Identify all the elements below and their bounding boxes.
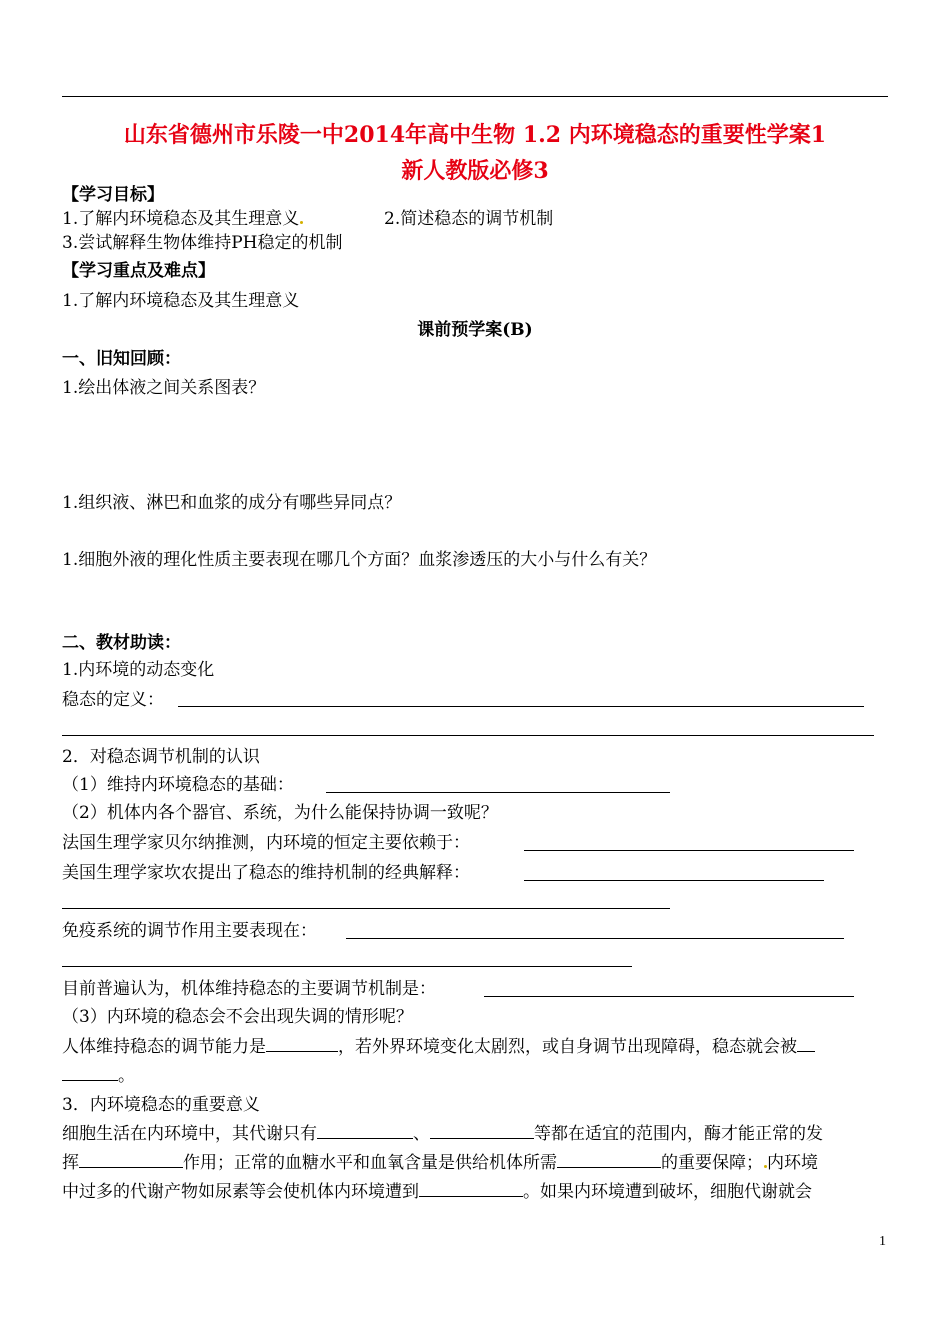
answer-line [524,850,854,851]
page-number: 1 [879,1234,886,1249]
fill-blank [419,1180,523,1197]
fill-blank [430,1122,534,1139]
mark-dot [300,221,303,224]
part1-header: 一、旧知回顾： [62,349,181,369]
section-title: 课前预学案(B) [417,320,533,340]
section-2-item-1: （1）维持内环境稳态的基础： [62,775,294,795]
section-2-item-3: （3）内环境的稳态会不会出现失调的情形呢？ [62,1007,413,1027]
fill-blank [797,1035,815,1052]
section-3-heading: 3．内环境稳态的重要意义 [62,1095,260,1115]
answer-line [484,996,854,997]
key-header: 【学习重点及难点】 [62,261,215,281]
answer-line [178,706,864,707]
question-1: 1.绘出体液之间关系图表？ [62,378,266,398]
goals-header: 【学习目标】 [62,185,164,205]
stability-definition-label: 稳态的定义： [62,690,164,710]
answer-line [62,966,632,967]
regulation-capacity-text-end: 。 [62,1064,135,1087]
immune-regulation: 免疫系统的调节作用主要表现在： [62,921,317,941]
fill-blank [266,1035,338,1052]
doc-title-line1: 山东省德州市乐陵一中2014年高中生物 1.2 内环境稳态的重要性学案1 [123,122,827,148]
key-point-1: 1.了解内环境稳态及其生理意义 [62,291,300,311]
fill-blank [557,1151,661,1168]
part2-header: 二、教材助读： [62,633,181,653]
header-rule [62,96,888,97]
goal-3: 3.尝试解释生物体维持PH稳定的机制 [62,233,343,253]
significance-line-3: 中过多的代谢产物如尿素等会使机体内环境遭到 。如果内环境遭到破坏，细胞代谢就会 [62,1182,812,1202]
significance-line-1: 细胞生活在内环境中，其代谢只有 、 等都在适宜的范围内，酶才能正常的发 [62,1124,823,1144]
answer-line [62,735,874,736]
section-2-heading: 2．对稳态调节机制的认识 [62,747,260,767]
answer-line [346,938,844,939]
bernard-hypothesis: 法国生理学家贝尔纳推测，内环境的恒定主要依赖于： [62,833,470,853]
regulation-capacity-text: 人体维持稳态的调节能力是 ，若外界环境变化太剧烈，或自身调节出现障碍，稳态就会被 [62,1035,815,1058]
answer-line [326,792,670,793]
fill-blank [79,1151,183,1168]
answer-line [524,880,824,881]
goal-1: 1.了解内环境稳态及其生理意义 [62,208,303,230]
goal-2: 2.简述稳态的调节机制 [384,209,554,229]
question-2: 1.组织液、淋巴和血浆的成分有哪些异同点？ [62,493,402,513]
doc-title-line2: 新人教版必修3 [401,158,549,184]
significance-line-2: 挥 作用；正常的血糖水平和血氧含量是供给机体所需 的重要保障； 内环境 [62,1153,818,1173]
section-2-item-2: （2）机体内各个器官、系统，为什么能保持协调一致呢？ [62,803,498,823]
answer-line [62,908,670,909]
main-regulation-mechanism: 目前普遍认为，机体维持稳态的主要调节机制是： [62,979,436,999]
cannon-explanation: 美国生理学家坎农提出了稳态的维持机制的经典解释： [62,863,470,883]
fill-blank [317,1122,413,1139]
section-1-heading: 1.内环境的动态变化 [62,660,215,680]
question-3: 1.细胞外液的理化性质主要表现在哪几个方面？血浆渗透压的大小与什么有关？ [62,550,657,570]
fill-blank [62,1064,118,1081]
